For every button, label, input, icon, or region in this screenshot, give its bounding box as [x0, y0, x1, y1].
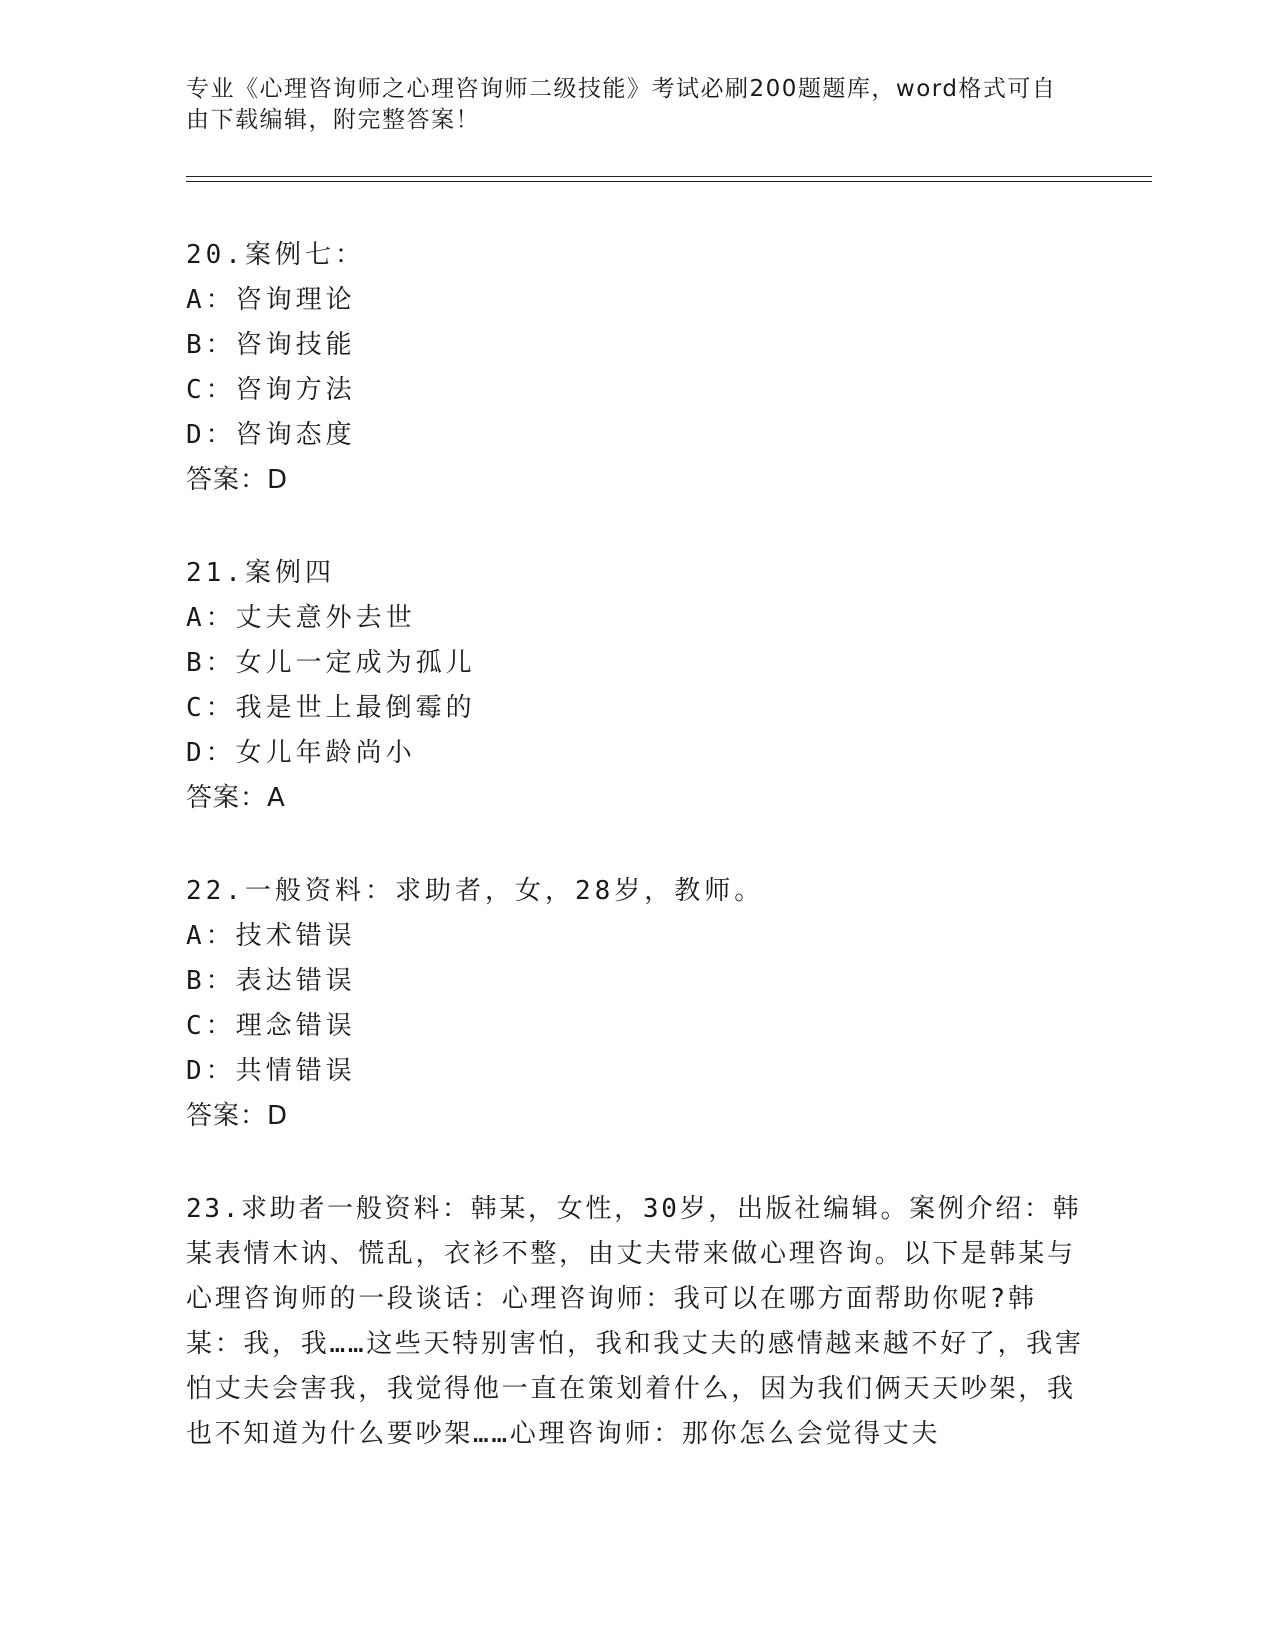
question-body: 23.求助者一般资料：韩某，女性，30岁，出版社编辑。案例介绍：韩某表情木讷、慌乱，衣衫不整，由丈夫带来做心理咨询。以下是韩某与心理咨询师的一段谈话：心理咨询师：我可以在哪方面帮助你呢?韩某：我，我……这些天特别害怕，我和我丈夫的感情越来越不好了，我害怕丈夫会害我，我觉得他一直在策划着什么，因为我们俩天天吵架，我也不知道为什么要吵架……心理咨询师：那你怎么会觉得丈夫 — [186, 1194, 1084, 1449]
option-a: A：咨询理论 — [186, 285, 356, 315]
option-b: B：咨询技能 — [186, 330, 356, 360]
option-d: D：咨询态度 — [186, 420, 356, 450]
option-d: D：共情错误 — [186, 1056, 356, 1086]
option-c: C：咨询方法 — [186, 375, 356, 405]
option-a: A：技术错误 — [186, 921, 356, 951]
option-b: B：女儿一定成为孤儿 — [186, 648, 476, 678]
question-title: 20.案例七： — [186, 240, 365, 270]
answer-line: 答案：D — [186, 465, 289, 495]
header-divider-top — [186, 176, 1152, 177]
question-21 — [186, 551, 1086, 821]
option-d: D：女儿年龄尚小 — [186, 738, 416, 768]
question-20 — [186, 233, 1086, 503]
header-divider-bottom — [186, 181, 1152, 182]
option-b: B：表达错误 — [186, 966, 356, 996]
question-title: 21.案例四 — [186, 558, 335, 588]
answer-line: 答案：A — [186, 783, 286, 813]
question-23 — [186, 1187, 1086, 1457]
option-c: C：理念错误 — [186, 1011, 356, 1041]
option-a: A：丈夫意外去世 — [186, 603, 416, 633]
document-header: 专业《心理咨询师之心理咨询师二级技能》考试必刷200题题库，word格式可自由下载编辑，附完整答案！ — [186, 76, 1057, 133]
answer-line: 答案：D — [186, 1101, 289, 1131]
question-22 — [186, 869, 1086, 1139]
option-c: C：我是世上最倒霉的 — [186, 693, 476, 723]
question-title: 22.一般资料：求助者，女，28岁，教师。 — [186, 876, 765, 906]
